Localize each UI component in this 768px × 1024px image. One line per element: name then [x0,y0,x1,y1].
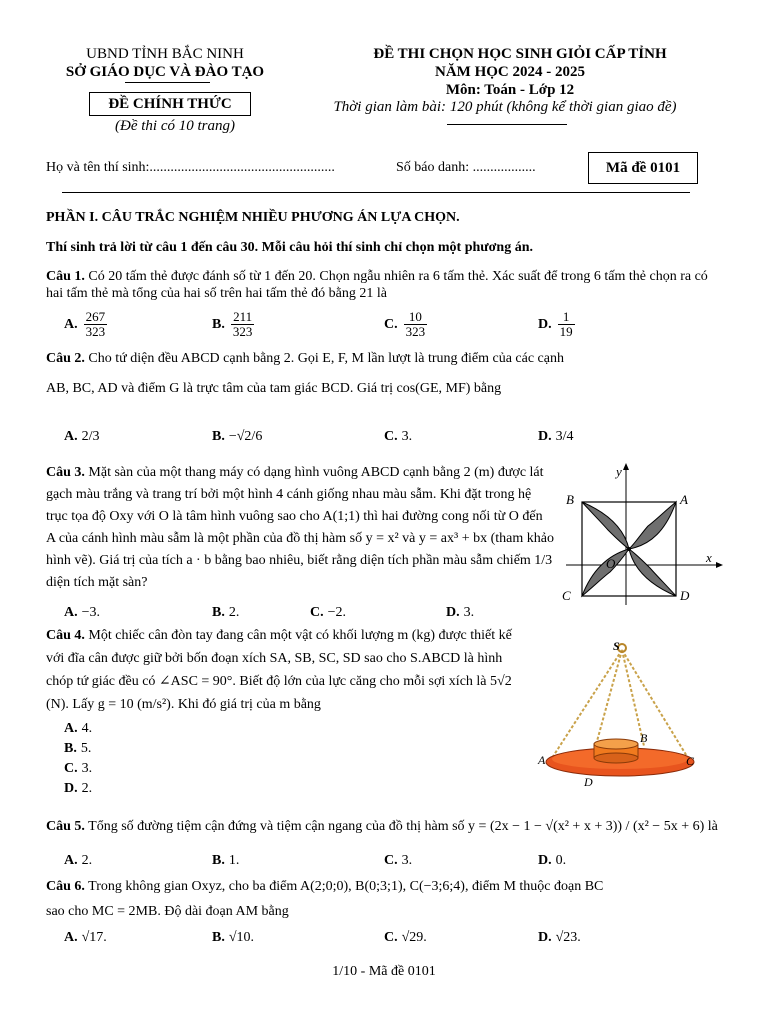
label-c: C [562,588,571,603]
page-footer: 1/10 - Mã đề 0101 [332,964,436,979]
q4-option-a[interactable] [64,720,92,737]
q1-option-c-fraction [404,310,428,339]
q2-option-d-value: 3/4 [555,429,574,444]
question-6 [46,878,722,895]
q4-option-c-value: 3. [81,761,93,776]
question-1-label: Câu 1. [46,269,85,284]
exam-title: ĐỀ THI CHỌN HỌC SINH GIỎI CẤP TỈNH [373,46,667,62]
q2-option-b-value: −√2/6 [228,429,263,444]
q2-option-c-letter: C. [384,429,398,444]
q6-option-d-value: √23. [555,930,581,945]
q5-option-c-letter: C. [384,853,398,868]
q2-option-c[interactable] [384,428,412,445]
scale-figure [536,638,716,792]
q1-option-a[interactable] [64,310,109,339]
q1-c-den: 323 [405,324,426,339]
label-x: x [706,550,712,565]
q3-option-d[interactable] [446,604,474,621]
label-b: B [566,492,574,507]
q4-option-d-value: 2. [81,781,93,796]
header-divider-right [447,124,567,125]
q3-option-b-letter: B. [212,605,225,620]
q4-option-d[interactable] [64,780,92,797]
q1-option-b[interactable] [212,310,256,339]
label-d: D [584,775,593,789]
q6-option-b-value: √10. [228,930,255,945]
q1-option-d-fraction [558,310,575,339]
q4-option-c-letter: C. [64,761,78,776]
question-2-line-2 [46,380,722,397]
q1-option-a-fraction [84,310,108,339]
q2-option-a-value: 2/3 [81,429,100,444]
q1-d-num: 1 [558,310,575,325]
q5-option-a[interactable] [64,852,92,869]
q6-option-c[interactable] [384,929,427,946]
q5-option-a-value: 2. [81,853,93,868]
q4-option-b[interactable] [64,740,91,757]
q5-option-d[interactable] [538,852,566,869]
q1-option-d[interactable] [538,310,577,339]
department-name: SỞ GIÁO DỤC VÀ ĐÀO TẠO [65,64,265,80]
q6-option-a-value: √17. [81,930,107,945]
q2-option-d[interactable] [538,428,574,445]
blade-b [582,502,629,549]
q5-option-d-value: 0. [555,853,567,868]
origin-point [627,547,631,551]
q3-option-d-value: 3. [463,605,475,620]
weight-top [594,739,638,749]
question-4-text: Một chiếc cân đòn tay đang cân một vật có khối lượng m (kg) được thiết kế với đĩa cân được giữ bởi bốn đoạn xích SA, SB, SC, SD sao cho S.ABCD là hình chóp tứ giác đều có ∠ASC = 90°. Biết độ lớn của lực căng cho mỗi sợi xích là 5√2 (N). Lấy g = 10 (m/s²). Khi đó giá trị của m bằng [46,628,512,712]
exam-code-badge: Mã đề 0101 [588,152,698,184]
q6-option-c-letter: C. [384,930,398,945]
q2-option-a[interactable] [64,428,100,445]
candidate-id-field: Số báo danh: .................. [396,160,536,175]
q1-option-d-letter: D. [538,316,552,332]
label-c: C [686,754,695,768]
q1-b-den: 323 [232,324,253,339]
q3-option-a[interactable] [64,604,100,621]
q3-option-d-letter: D. [446,605,460,620]
q1-option-c[interactable] [384,310,429,339]
q2-option-a-letter: A. [64,429,78,444]
q3-option-b[interactable] [212,604,239,621]
weight-bottom [594,753,638,763]
q4-option-c[interactable] [64,760,92,777]
q4-option-d-letter: D. [64,781,78,796]
x-axis-arrow [716,562,723,568]
question-6-line-2 [46,903,722,920]
q4-option-a-value: 4. [81,721,93,736]
pinwheel-figure [556,460,726,610]
header-divider-left [125,82,210,83]
question-1 [46,268,722,302]
q5-option-b-value: 1. [228,853,240,868]
q6-option-b-letter: B. [212,930,225,945]
q3-option-b-value: 2. [228,605,240,620]
q2-option-b[interactable] [212,428,262,445]
official-badge: ĐỀ CHÍNH THỨC [89,92,251,116]
q1-option-b-letter: B. [212,316,225,332]
q3-option-c-value: −2. [327,605,347,620]
blade-d [629,549,676,596]
school-year: NĂM HỌC 2024 - 2025 [435,64,585,80]
q5-option-c[interactable] [384,852,412,869]
label-d: D [680,588,690,603]
q1-d-den: 19 [559,324,573,339]
pages-note: (Đề thi có 10 trang) [115,118,235,134]
question-2-label: Câu 2. [46,351,85,366]
question-6-text-1: Trong không gian Oxyz, cho ba điểm A(2;0;0), B(0;3;1), C(−3;6;4), điểm M thuộc đoạn BC [88,879,604,894]
q5-option-c-value: 3. [401,853,413,868]
time-value: 120 phút (không kể thời gian giao đề) [449,99,677,115]
q5-option-d-letter: D. [538,853,552,868]
label-b: B [640,731,648,745]
q3-option-c[interactable] [310,604,346,621]
q1-option-a-letter: A. [64,316,78,332]
q2-option-b-letter: B. [212,429,225,444]
label-a: A [538,753,546,767]
question-4-label: Câu 4. [46,628,85,643]
q1-option-b-fraction [231,310,255,339]
question-2 [46,350,722,367]
q1-c-num: 10 [404,310,428,325]
question-6-text-2: sao cho MC = 2MB. Độ dài đoạn AM bằng [46,904,289,919]
question-1-text: Có 20 tấm thẻ được đánh số từ 1 đến 20. Chọn ngẫu nhiên ra 6 tấm thẻ. Xác suất để trong 6 tấm thẻ chọn ra có hai tấm thẻ mà tổng của hai số trên hai tấm thẻ đó bằng 21 là [46,269,708,301]
question-5-label: Câu 5. [46,819,85,834]
q2-option-d-letter: D. [538,429,552,444]
section-title: PHẦN I. CÂU TRẮC NGHIỆM NHIỀU PHƯƠNG ÁN LỰA CHỌN. [46,210,460,225]
question-3 [46,462,554,594]
question-5-text: Tổng số đường tiệm cận đứng và tiệm cận ngang của đồ thị hàm số y = (2x − 1 − √(x² + x + 3)) / (x² − 5x + 6) là [88,819,718,834]
q5-option-b[interactable] [212,852,239,869]
subject: Môn: Toán - Lớp 12 [445,82,575,98]
q6-option-d[interactable] [538,929,581,946]
q1-option-c-letter: C. [384,316,398,332]
candidate-divider [62,192,690,193]
blade-a [629,502,676,549]
question-6-label: Câu 6. [46,879,85,894]
q4-option-a-letter: A. [64,721,78,736]
q3-option-a-value: −3. [81,605,101,620]
q1-a-num: 267 [85,309,106,324]
question-4 [46,624,532,716]
q3-option-c-letter: C. [310,605,324,620]
candidate-name-field: Họ và tên thí sinh:..................................................... [46,160,335,175]
q2-option-c-value: 3. [401,429,413,444]
q6-option-b[interactable] [212,929,254,946]
section-instruction: Thí sinh trả lời từ câu 1 đến câu 30. Mỗi câu hỏi thí sinh chỉ chọn một phương án. [46,240,534,255]
question-3-text: Mặt sàn của một thang máy có dạng hình vuông ABCD cạnh bằng 2 (m) được lát gạch màu trắng và trang trí bởi một hình 4 cánh giống nhau màu sẫm. Khi đặt trong hệ trục tọa độ Oxy với O là tâm hình vuông sao cho A(1;1) thì hai đường cong nối từ O đến A của cánh hình màu sẫm là một phần của đồ thị hàm số y = x² và y = ax³ + bx (tham khảo hình vẽ). Giá trị của tích a · b bằng bao nhiêu, biết rằng diện tích phần màu sẫm chiếm 1/3 diện tích mặt sàn? [46,465,554,590]
q6-option-d-letter: D. [538,930,552,945]
q1-a-den: 323 [85,324,106,339]
q5-option-a-letter: A. [64,853,78,868]
label-s: S [613,639,620,653]
q3-option-a-letter: A. [64,605,78,620]
q5-option-b-letter: B. [212,853,225,868]
label-a: A [680,492,688,507]
time-allowed [300,99,710,116]
question-3-label: Câu 3. [46,465,85,480]
question-5 [46,818,722,835]
q6-option-c-value: √29. [401,930,427,945]
time-prefix: Thời gian làm bài: [333,99,450,115]
label-o: O [606,556,616,571]
q4-option-b-letter: B. [64,741,77,756]
q1-b-num: 211 [231,310,255,325]
label-y: y [616,464,622,479]
question-2-text-1: Cho tứ diện đều ABCD cạnh bằng 2. Gọi E, F, M lần lượt là trung điểm của các cạnh [88,351,564,366]
q4-option-b-value: 5. [80,741,92,756]
y-axis-arrow [623,463,629,470]
q6-option-a[interactable] [64,929,107,946]
question-2-text-2: AB, BC, AD và điểm G là trực tâm của tam giác BCD. Giá trị cos(GE, MF) bằng [46,381,502,396]
authority-name: UBND TỈNH BẮC NINH [86,46,244,62]
q6-option-a-letter: A. [64,930,78,945]
